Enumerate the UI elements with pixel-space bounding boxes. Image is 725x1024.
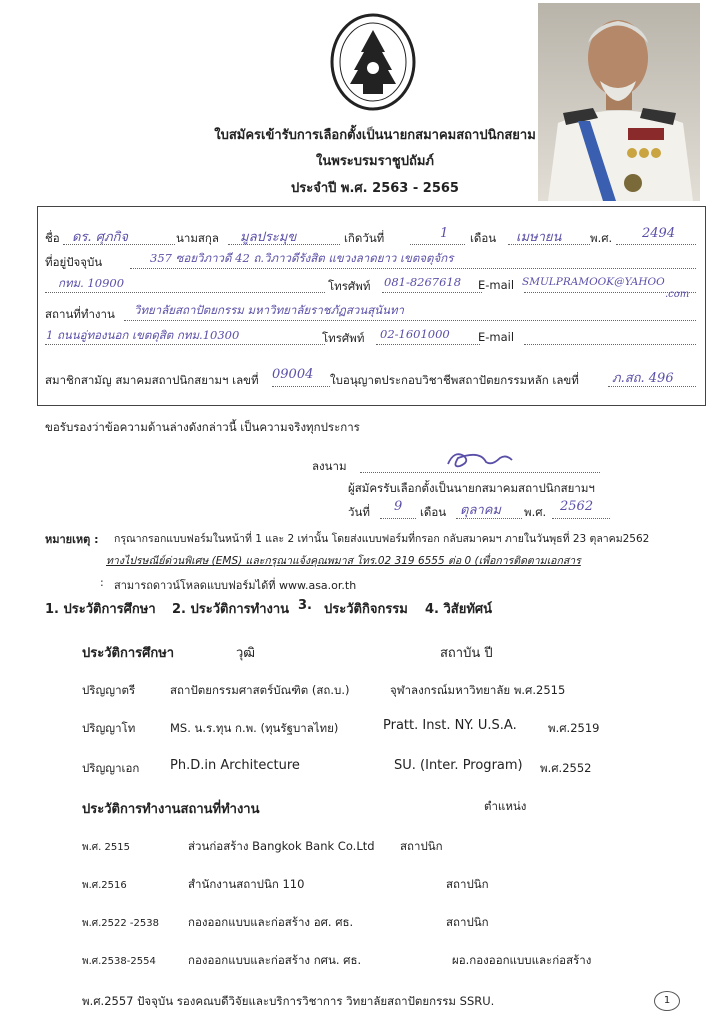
applicant-signature [440, 446, 520, 472]
work-position-4: ผอ.กองออกแบบและก่อสร้าง [452, 953, 592, 967]
work-position-1: สถาปนิก [400, 839, 443, 853]
license-label: ใบอนุญาตประกอบวิชาชีพสถาปัตยกรรมหลัก เลขที่ [330, 373, 579, 387]
birth-year-value[interactable]: 2494 [642, 226, 676, 241]
education-heading: ประวัติการศึกษา [82, 646, 175, 661]
work-position-2: สถาปนิก [446, 877, 489, 891]
work-year-1: พ.ศ. 2515 [82, 842, 130, 853]
address-label: ที่อยู่ปัจจุบัน [45, 255, 103, 269]
work-current: พ.ศ.2557 ปัจจุบัน รองคณบดีวิจัยและบริการวิชาการ วิทยาลัยสถาปัตยกรรม SSRU. [82, 994, 495, 1008]
work-heading: ประวัติการทำงานสถานที่ทำงาน [82, 802, 260, 817]
surname-label: นามสกุล [176, 231, 219, 245]
work-year-4: พ.ศ.2538-2554 [82, 956, 156, 967]
applicant-photo [538, 3, 700, 201]
birth-month-label: เดือน [470, 231, 497, 245]
workplace-line1[interactable]: วิทยาลัยสถาปัตยกรรม มหาวิทยาลัยราชภัฏสวนสุนันทา [134, 303, 405, 317]
edu-inst-doctor: SU. (Inter. Program) [394, 758, 523, 773]
edu-level-bachelor: ปริญญาตรี [82, 683, 136, 697]
birth-month-value[interactable]: เมษายน [516, 230, 562, 245]
email-label: E-mail [478, 278, 515, 292]
work-place-1: ส่วนก่อสร้าง Bangkok Bank Co.Ltd [188, 839, 375, 853]
member-value[interactable]: 09004 [272, 367, 314, 382]
work-position-3: สถาปนิก [446, 915, 489, 929]
phone-label: โทรศัพท์ [328, 279, 371, 293]
section-3-heading: ประวัติกิจกรรม [324, 602, 408, 617]
workplace-line2[interactable]: 1 ถนนอู่ทองนอก เขตดุสิต กทม.10300 [46, 328, 240, 342]
date-label: วันที่ [348, 505, 370, 519]
phone-value[interactable]: 081-8267618 [384, 275, 462, 289]
education-col-institute: สถาบัน ปี [440, 646, 493, 661]
association-seal-logo [330, 12, 416, 112]
edu-level-master: ปริญญาโท [82, 721, 136, 735]
section-2-heading: 2. ประวัติการทำงาน [172, 602, 290, 617]
note-label: หมายเหตุ : [45, 533, 99, 546]
work-place-3: กองออกแบบและก่อสร้าง อศ. ศธ. [188, 915, 354, 929]
edu-level-doctor: ปริญญาเอก [82, 761, 140, 775]
workplace-label: สถานที่ทำงาน [45, 307, 115, 321]
work-year-3: พ.ศ.2522 -2538 [82, 918, 159, 929]
edu-inst-bachelor: จุฬาลงกรณ์มหาวิทยาลัย พ.ศ.2515 [390, 683, 566, 697]
certify-text: ขอรับรองว่าข้อความด้านล่างดังกล่าวนี้ เป็นความจริงทุกประการ [45, 420, 360, 434]
name-value[interactable]: ดร. ศุภกิจ [72, 230, 128, 245]
work-col-position: ตำแหน่ง [484, 799, 527, 813]
form-title: ใบสมัครเข้ารับการเลือกตั้งเป็นนายกสมาคมสถาปนิกสยาม [214, 128, 536, 143]
edu-inst-master: Pratt. Inst. NY. U.S.A. [383, 718, 517, 733]
date-month-label: เดือน [420, 505, 447, 519]
work-email-label: E-mail [478, 330, 515, 344]
date-year[interactable]: 2562 [560, 499, 594, 514]
edu-year-doctor: พ.ศ.2552 [540, 761, 592, 775]
address-line1[interactable]: 357 ซอยวิภาวดี 42 ถ.วิภาวดีรังสิต แขวงลาดยาว เขตจตุจักร [150, 251, 454, 265]
edu-degree-master: MS. น.ร.ทุน ก.พ. (ทุนรัฐบาลไทย) [170, 721, 339, 735]
edu-year-master: พ.ศ.2519 [548, 721, 600, 735]
date-month[interactable]: ตุลาคม [460, 503, 501, 518]
license-value[interactable]: ภ.สถ. 496 [612, 371, 674, 386]
edu-degree-bachelor: สถาปัตยกรรมศาสตร์บัณฑิต (สถ.บ.) [170, 683, 350, 697]
work-year-2: พ.ศ.2516 [82, 880, 127, 891]
date-year-label: พ.ศ. [524, 505, 547, 519]
page-number: 1 [654, 991, 680, 1011]
section-3-number: 3. [298, 598, 312, 613]
note-line2: ทางไปรษณีย์ด่วนพิเศษ (EMS) และกรุณาแจ้งคุณพมาส โทร.02 319 6555 ต่อ 0 (เพื่อการติดตามเอกสาร [106, 555, 581, 567]
name-label: ชื่อ [45, 231, 60, 245]
applicant-role: ผู้สมัครรับเลือกตั้งเป็นนายกสมาคมสถาปนิกสยามฯ [348, 481, 595, 495]
email-value[interactable]: SMULPRAMOOK@YAHOO [522, 276, 665, 288]
surname-value[interactable]: มูลประมุข [240, 230, 297, 245]
note-line1: กรุณากรอกแบบฟอร์มในหน้าที่ 1 และ 2 เท่านั้น โดยส่งแบบฟอร์มที่กรอก กลับสมาคมฯ ภายในวันพุธที่ 23 ตุลาคม2562 [114, 533, 650, 545]
work-place-2: สำนักงานสถาปนิก 110 [188, 877, 305, 891]
work-phone-value[interactable]: 02-1601000 [380, 327, 450, 341]
birth-day-value[interactable]: 1 [440, 226, 449, 241]
edu-degree-doctor: Ph.D.in Architecture [170, 758, 300, 773]
education-col-degree: วุฒิ [236, 646, 256, 661]
note-line3-prefix: : [100, 576, 104, 589]
work-phone-label: โทรศัพท์ [322, 331, 365, 345]
birth-year-label: พ.ศ. [590, 231, 613, 245]
form-subtitle: ในพระบรมราชูปถัมภ์ [316, 154, 434, 169]
note-line3: สามารถดาวน์โหลดแบบฟอร์มได้ที่ www.asa.or.th [114, 579, 357, 592]
member-label: สมาชิกสามัญ สมาคมสถาปนิกสยามฯ เลขที่ [45, 373, 259, 387]
sign-label: ลงนาม [312, 459, 347, 473]
work-place-4: กองออกแบบและก่อสร้าง กศน. ศธ. [188, 953, 362, 967]
section-4-heading: 4. วิสัยทัศน์ [425, 602, 493, 617]
email-value-cont: .com [665, 289, 690, 300]
form-term: ประจำปี พ.ศ. 2563 - 2565 [291, 181, 459, 196]
address-line2[interactable]: กทม. 10900 [58, 276, 125, 290]
section-1-heading: 1. ประวัติการศึกษา [45, 602, 156, 617]
birth-day-label: เกิดวันที่ [344, 231, 385, 245]
date-day[interactable]: 9 [394, 499, 403, 514]
